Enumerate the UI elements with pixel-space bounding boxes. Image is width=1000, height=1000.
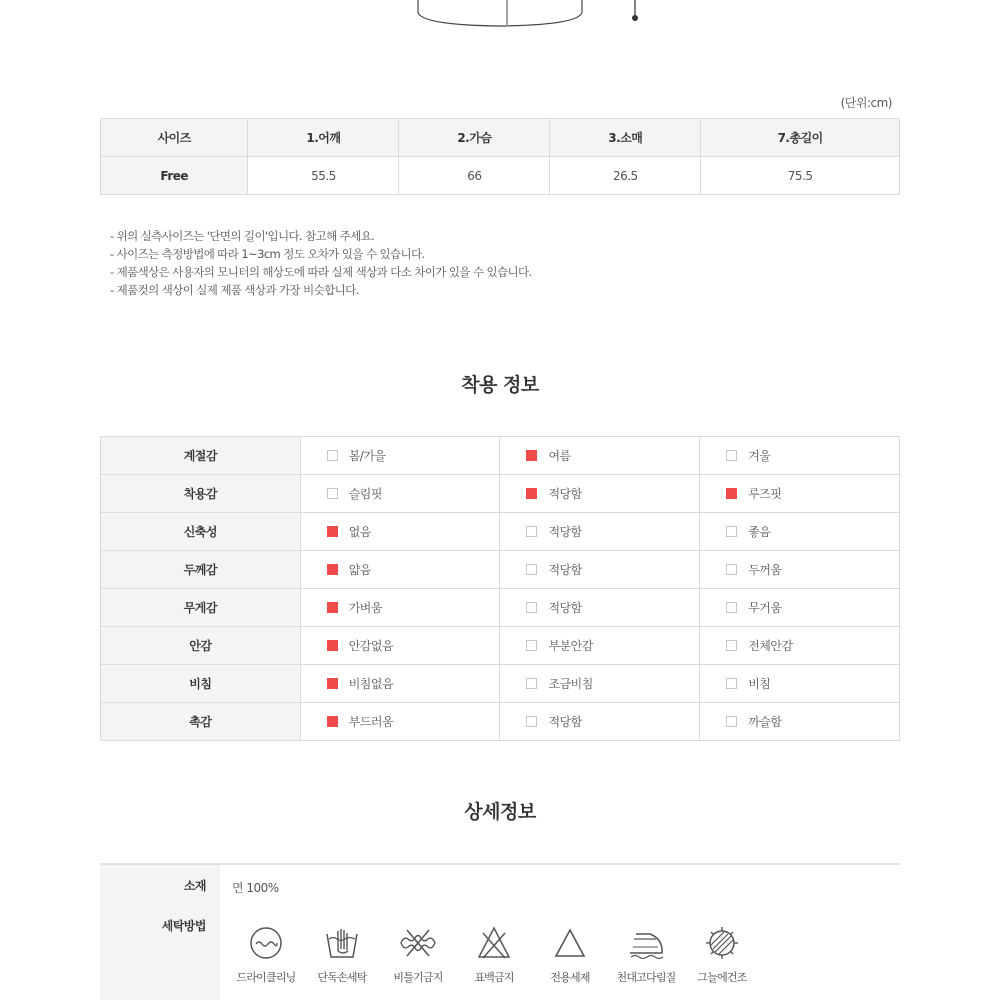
unchecked-box-icon xyxy=(726,564,737,575)
header-cell: 7.총길이 xyxy=(701,119,900,157)
fit-option-label: 조금비침 xyxy=(548,677,593,691)
checked-box-icon xyxy=(327,602,338,613)
fit-option-label: 무거움 xyxy=(748,601,782,615)
care-item xyxy=(456,925,532,985)
checked-box-icon xyxy=(327,716,338,727)
fit-category-cell: 무게감 xyxy=(101,589,301,627)
table-row xyxy=(101,703,900,741)
fit-option-label: 없음 xyxy=(348,525,371,539)
size-table-header xyxy=(101,119,900,157)
header-cell: 3.소매 xyxy=(550,119,701,157)
care-item xyxy=(684,925,760,985)
fit-option-label: 비침 xyxy=(748,677,771,691)
fit-option-cell xyxy=(700,589,900,627)
fit-option-label: 부분안감 xyxy=(548,639,593,653)
fit-option-cell xyxy=(300,665,500,703)
fit-option-label: 까슬함 xyxy=(748,715,782,729)
note-item: - 사이즈는 측정방법에 따라 1~3cm 정도 오차가 있을 수 있습니다. xyxy=(110,247,425,261)
fit-option-cell xyxy=(700,665,900,703)
size-value-cell: 55.5 xyxy=(248,157,399,195)
care-label: 표백금지 xyxy=(474,971,514,984)
note-item: - 위의 실측사이즈는 '단면의 길이'입니다. 참고해 주세요. xyxy=(110,229,375,243)
fit-option-cell xyxy=(500,475,700,513)
fit-option-label: 적당함 xyxy=(548,601,582,615)
table-row xyxy=(101,627,900,665)
fit-option-cell xyxy=(500,703,700,741)
fit-option-label: 적당함 xyxy=(548,563,582,577)
table-row xyxy=(101,475,900,513)
fit-option-label: 겨울 xyxy=(748,449,771,463)
fit-option-cell xyxy=(500,551,700,589)
size-value-cell: 26.5 xyxy=(550,157,701,195)
size-value-cell: 75.5 xyxy=(701,157,900,195)
material-value: 면 100% xyxy=(232,881,279,895)
unchecked-box-icon xyxy=(526,602,537,613)
detail-label-column xyxy=(100,865,220,1000)
checked-box-icon xyxy=(726,488,737,499)
fit-option-cell xyxy=(500,627,700,665)
detail-info-panel xyxy=(100,863,900,1000)
fit-category-cell: 계절감 xyxy=(101,437,301,475)
fit-option-label: 슬림핏 xyxy=(348,487,382,501)
fit-option-label: 적당함 xyxy=(548,525,582,539)
iron-icon xyxy=(626,925,666,961)
table-row xyxy=(101,551,900,589)
unchecked-box-icon xyxy=(726,450,737,461)
fit-option-label: 봄/가을 xyxy=(348,449,386,463)
washing-label: 세탁방법 xyxy=(161,919,206,933)
unchecked-box-icon xyxy=(526,640,537,651)
checked-box-icon xyxy=(327,640,338,651)
fit-option-label: 부드러움 xyxy=(348,715,394,729)
size-notes xyxy=(110,227,532,299)
unchecked-box-icon xyxy=(726,678,737,689)
fit-category-cell: 촉감 xyxy=(101,703,301,741)
fit-option-cell xyxy=(700,551,900,589)
care-label: 단독손세탁 xyxy=(317,971,367,984)
care-item xyxy=(380,925,456,985)
garment-illustration xyxy=(0,0,1000,40)
table-row xyxy=(101,589,900,627)
table-row xyxy=(101,437,900,475)
care-item xyxy=(304,925,380,985)
material-label: 소재 xyxy=(183,879,206,893)
fit-info-title: 착용 정보 xyxy=(461,374,539,396)
header-cell: 사이즈 xyxy=(101,119,248,157)
fit-option-cell xyxy=(700,437,900,475)
fit-option-label: 적당함 xyxy=(548,487,582,501)
note-item: - 제품컷의 색상이 실제 제품 색상과 가장 비슷합니다. xyxy=(110,283,359,297)
fit-option-label: 얇음 xyxy=(348,563,371,577)
fit-option-cell xyxy=(700,475,900,513)
no-bleach-icon xyxy=(476,925,512,961)
care-label: 천대고다림질 xyxy=(616,971,676,984)
unchecked-box-icon xyxy=(526,526,537,537)
size-name-cell: Free xyxy=(101,157,248,195)
header-cell: 2.가슴 xyxy=(399,119,550,157)
note-item: - 제품색상은 사용자의 모니터의 해상도에 따라 실제 색상과 다소 차이가 있을 수 있습니다. xyxy=(110,265,532,279)
fit-option-label: 좋음 xyxy=(748,525,771,539)
fit-option-cell xyxy=(300,703,500,741)
fit-option-cell xyxy=(500,513,700,551)
no-wring-icon xyxy=(398,925,438,961)
unchecked-box-icon xyxy=(526,678,537,689)
unchecked-box-icon xyxy=(327,488,338,499)
fit-option-cell xyxy=(500,589,700,627)
care-label: 드라이클리닝 xyxy=(236,971,296,984)
fit-option-cell xyxy=(300,475,500,513)
dry-clean-icon xyxy=(248,925,284,961)
fit-option-cell xyxy=(700,627,900,665)
fit-option-label: 적당함 xyxy=(548,715,582,729)
fit-category-cell: 두께감 xyxy=(101,551,301,589)
fit-option-cell xyxy=(700,513,900,551)
care-item xyxy=(228,925,304,985)
fit-option-label: 비침없음 xyxy=(348,677,394,691)
header-cell: 1.어깨 xyxy=(248,119,399,157)
size-value-cell: 66 xyxy=(399,157,550,195)
fit-option-cell xyxy=(500,437,700,475)
fit-option-label: 전체안감 xyxy=(748,639,793,653)
unchecked-box-icon xyxy=(726,640,737,651)
unit-label: (단위:cm) xyxy=(840,96,892,110)
care-label: 전용세제 xyxy=(550,971,590,984)
care-label: 비틀기금지 xyxy=(393,971,443,984)
checked-box-icon xyxy=(526,450,537,461)
fit-option-label: 안감없음 xyxy=(348,639,394,653)
fit-option-cell xyxy=(300,589,500,627)
fit-option-cell xyxy=(300,437,500,475)
fit-option-cell xyxy=(300,551,500,589)
unchecked-box-icon xyxy=(726,716,737,727)
fit-option-cell xyxy=(300,627,500,665)
fit-option-label: 루즈핏 xyxy=(748,487,782,501)
fit-option-label: 가벼움 xyxy=(348,601,382,615)
checked-box-icon xyxy=(327,564,338,575)
fit-option-cell xyxy=(500,665,700,703)
care-label: 그늘에건조 xyxy=(697,971,747,984)
care-item xyxy=(532,925,608,985)
unchecked-box-icon xyxy=(526,564,537,575)
table-row xyxy=(101,513,900,551)
checked-box-icon xyxy=(327,678,338,689)
fit-option-cell xyxy=(700,703,900,741)
detail-info-title: 상세정보 xyxy=(464,801,536,823)
fit-option-label: 두꺼움 xyxy=(748,563,782,577)
checked-box-icon xyxy=(327,526,338,537)
table-row xyxy=(101,665,900,703)
fit-category-cell: 신축성 xyxy=(101,513,301,551)
fit-info-table xyxy=(100,436,900,741)
unchecked-box-icon xyxy=(726,602,737,613)
checked-box-icon xyxy=(526,488,537,499)
shade-dry-icon xyxy=(702,925,742,961)
detergent-icon xyxy=(552,925,588,961)
fit-category-cell: 착용감 xyxy=(101,475,301,513)
fit-option-label: 여름 xyxy=(548,449,571,463)
fit-category-cell: 비침 xyxy=(101,665,301,703)
fit-category-cell: 안감 xyxy=(101,627,301,665)
unchecked-box-icon xyxy=(327,450,338,461)
unchecked-box-icon xyxy=(526,716,537,727)
unchecked-box-icon xyxy=(726,526,737,537)
hand-wash-icon xyxy=(324,925,360,961)
fit-option-cell xyxy=(300,513,500,551)
care-item xyxy=(608,925,684,985)
table-row xyxy=(101,157,900,195)
size-table xyxy=(100,118,900,195)
